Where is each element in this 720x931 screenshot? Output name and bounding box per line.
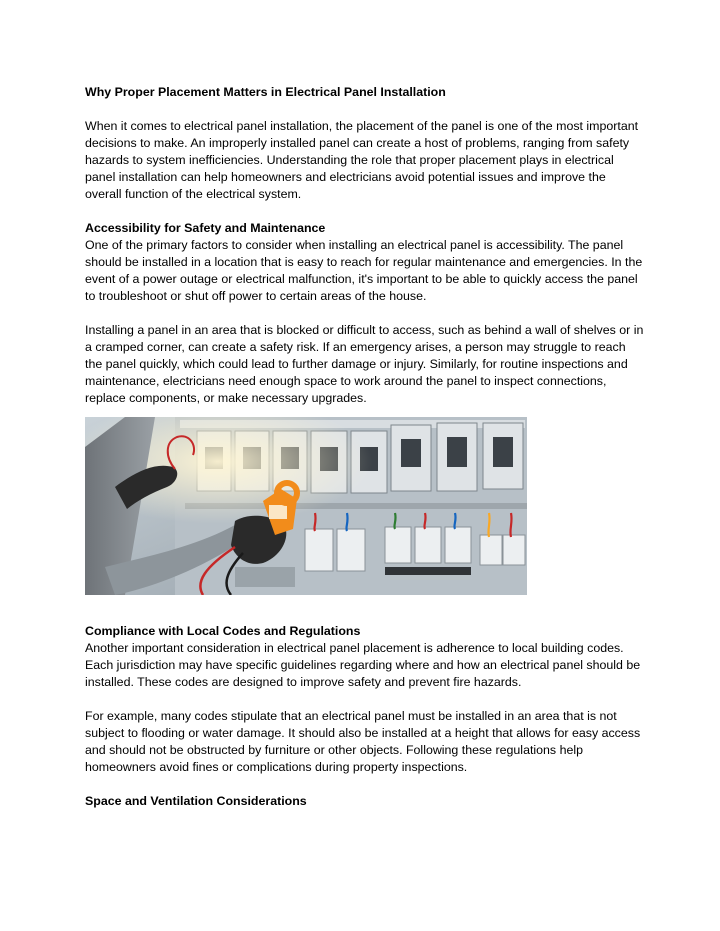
compliance-paragraph-2: For example, many codes stipulate that an electrical panel must be installed in an area that is not subject to flooding or water damage. It should also be installed at a height that allows for easy access and should not be obstructed by furniture or other objects. Following these regulations help homeowners avoid fines or complications during property inspections. [85,709,641,774]
intro-paragraph: When it comes to electrical panel installation, the placement of the panel is one of the most important decisions to make. An improperly installed panel can create a host of problems, ranging from safety hazards to system inefficiencies. Understanding the role that proper placement plays in electrical panel installation can help homeowners and electricians avoid potential issues and improve the overall function of the electrical system. [85,119,639,201]
compliance-paragraph-1: Another important consideration in electrical panel placement is adherence to local building codes. Each jurisdiction may have specific guidelines regarding where and how an electrical panel should be installed. These codes are designed to improve safety and prevent fire hazards. [85,641,641,689]
section-heading-accessibility: Accessibility for Safety and Maintenance [85,221,326,235]
document-title: Why Proper Placement Matters in Electrical Panel Installation [85,85,446,99]
document-page [85,84,645,810]
accessibility-paragraph-1: One of the primary factors to consider when installing an electrical panel is accessibility. The panel should be installed in a location that is easy to reach for regular maintenance and emergencies. In the event of a power outage or electrical malfunction, it's important to be able to quickly access the panel to troubleshoot or shut off power to certain areas of the house. [85,238,643,303]
spacer [85,691,645,708]
spacer [85,203,645,220]
spacer [85,776,645,793]
electrician-panel-illustration [85,417,527,595]
spacer [85,305,645,322]
section-heading-ventilation: Space and Ventilation Considerations [85,794,307,808]
accessibility-paragraph-2: Installing a panel in an area that is blocked or difficult to access, such as behind a wall of shelves or in a cramped corner, can create a safety risk. If an emergency arises, a person may struggle to reach the panel quickly, which could lead to further damage or injury. Similarly, for routine inspections and maintenance, electricians need enough space to work around the panel to inspect connections, replace components, or make necessary upgrades. [85,323,644,405]
electrician-panel-photo [85,417,527,595]
section-heading-compliance: Compliance with Local Codes and Regulations [85,624,361,638]
spacer [85,101,645,118]
